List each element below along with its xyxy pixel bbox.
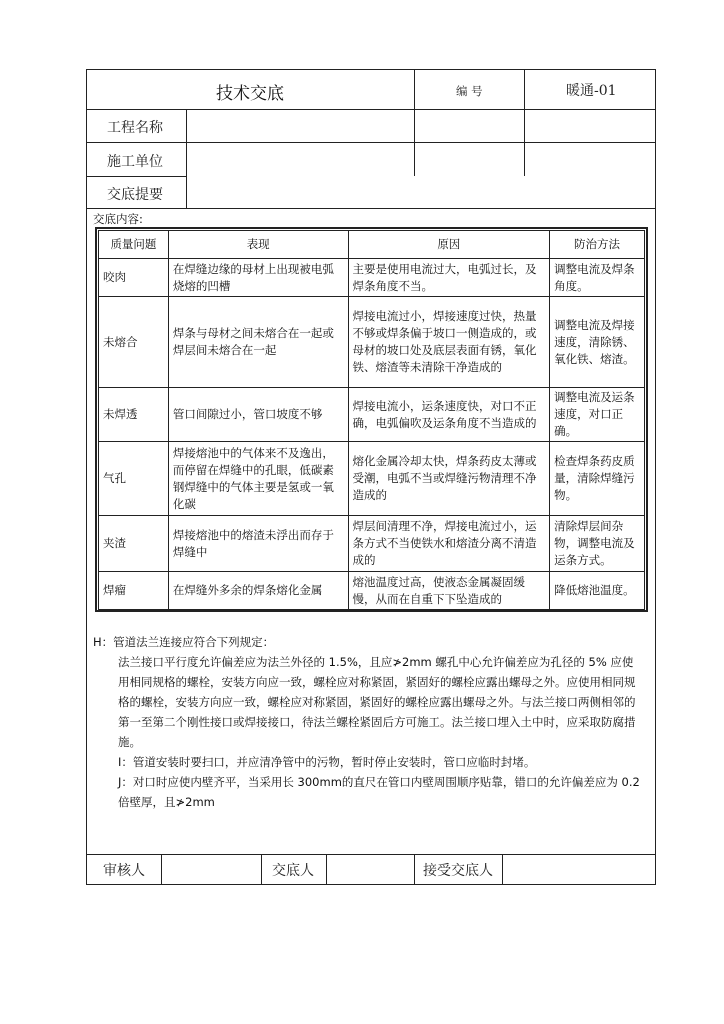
content-label: 交底内容: [93,212,143,226]
issue-cell: 未熔合 [99,297,169,388]
cause-cell: 熔池温度过高，使液态金属凝固缓慢，从而在自重下下坠造成的 [348,572,550,610]
divider [161,854,162,885]
remedy-cell: 降低熔池温度。 [550,572,645,610]
number-label: 编 号 [456,84,483,98]
column-header: 质量问题 [99,231,169,259]
cause-cell: 主要是使用电流过大，电弧过长，及焊条角度不当。 [348,259,550,297]
remedy-cell: 调整电流及运条速度，对口正确。 [550,388,645,442]
table-row [99,388,645,442]
table-row [99,516,645,572]
divider [186,109,187,208]
divider [86,854,656,855]
quality-table [95,227,648,612]
remedy-cell: 调整电流及焊条角度。 [550,259,645,297]
issue-cell: 咬肉 [99,259,169,297]
column-header: 原因 [348,231,550,259]
remedy-cell: 调整电流及焊接速度，清除锈、氧化铁、熔渣。 [550,297,645,388]
note-h-title: H：管道法兰连接应符合下列规定： [93,635,275,649]
divider [261,854,262,885]
divider [326,854,327,885]
remedy-cell: 检查焊条药皮质量，清除焊缝污物。 [550,442,645,516]
issue-cell: 夹渣 [99,516,169,572]
remedy-cell: 清除焊层间杂物，调整电流及运条方式。 [550,516,645,572]
divider [86,176,186,177]
symptom-cell: 焊接熔池中的气体来不及逸出，而停留在焊缝中的孔眼，低碳素钢焊缝中的气体主要是氢或一氧化碳 [168,442,348,516]
issue-cell: 焊瘤 [99,572,169,610]
note-i-item: I：管道安装时要扫口，并应清净管中的污物，暂时停止安装时，管口应临时封堵。 [118,755,536,769]
symptom-cell: 焊条与母材之间未熔合在一起或焊层间未熔合在一起 [168,297,348,388]
number-value: 暖通-01 [566,83,617,99]
reviewer-label: 审核人 [103,863,145,879]
symptom-cell: 管口间隙过小，管口坡度不够 [168,388,348,442]
column-header: 防治方法 [550,231,645,259]
divider [86,208,656,209]
divider [502,854,503,885]
receiver-label: 接受交底人 [423,863,493,879]
divider [414,69,415,176]
issue-cell: 未焊透 [99,388,169,442]
construction-unit-label: 施工单位 [107,154,163,170]
cause-cell: 焊层间清理不净，焊接电流过小，运条方式不当使铁水和熔渣分离不清造成的 [348,516,550,572]
table-row [99,572,645,610]
cause-cell: 焊接电流小，运条速度快，对口不正确，电弧偏吹及运条角度不当造成的 [348,388,550,442]
table-row [99,442,645,516]
divider [86,142,656,143]
issue-cell: 气孔 [99,442,169,516]
cause-cell: 熔化金属冷却太快，焊条药皮太薄或受潮，电弧不当或焊缝污物清理不净造成的 [348,442,550,516]
note-h-body: 法兰接口平行度允许偏差应为法兰外径的 1.5%，且应≯2mm 螺孔中心允许偏差应为孔径的 5% 应使用相同规格的螺栓，安装方向应一致，螺栓应对称紧固，紧固好的螺栓应露出螺母之外。应使用相同规格的螺栓，安装方向应一致，螺栓应对称紧固，紧固好的螺栓应露出螺母之外。与法兰接口两侧相邻的第一至第二个刚性接口或焊接接口，待法兰螺栓紧固后方可施工。法兰接口埋入土中时，应采取防腐措施。 [118,655,636,749]
table-header-row [99,231,645,259]
symptom-cell: 焊接熔池中的熔渣未浮出而存于焊缝中 [168,516,348,572]
summary-label: 交底提要 [107,187,163,203]
project-name-label: 工程名称 [107,120,163,136]
divider [414,854,415,885]
cause-cell: 焊接电流过小，焊接速度过快，热量不够或焊条偏于坡口一侧造成的，或母材的坡口处及底层表面有锈，氧化铁、熔渣等未清除干净造成的 [348,297,550,388]
divider [86,109,656,110]
table-row [99,259,645,297]
note-j-item: J：对口时应使内壁齐平，当采用长 300mm的直尺在管口内壁周围顺序贴靠，错口的允许偏差应为 0.2 倍壁厚，且≯2mm [118,775,640,809]
divider [524,69,525,176]
column-header: 表现 [168,231,348,259]
symptom-cell: 在焊缝边缘的母材上出现被电弧烧熔的凹槽 [168,259,348,297]
form-title: 技术交底 [216,84,284,104]
discloser-label: 交底人 [272,863,314,879]
symptom-cell: 在焊缝外多余的焊条熔化金属 [168,572,348,610]
table-row [99,297,645,388]
